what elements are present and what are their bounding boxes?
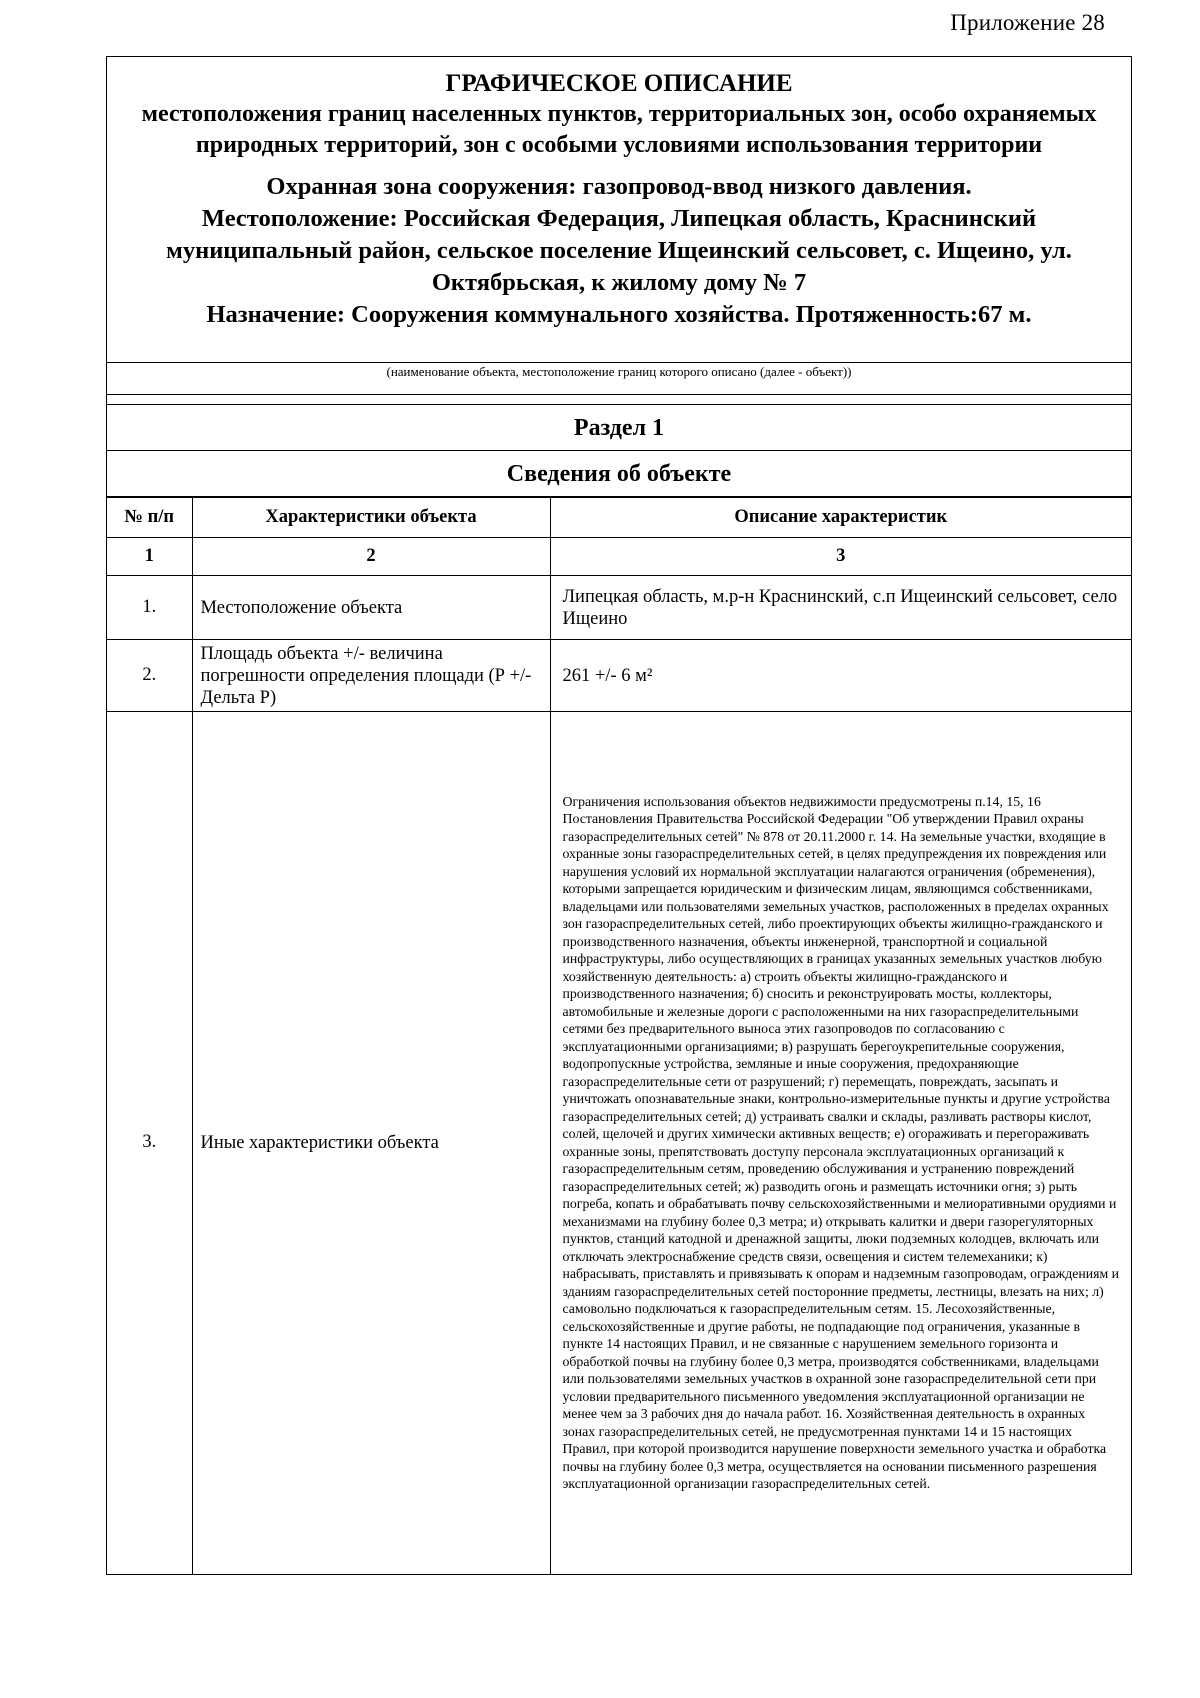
column-number-row xyxy=(107,538,1131,576)
column-header-description: Описание характеристик xyxy=(550,498,1131,538)
document-header xyxy=(107,57,1131,363)
object-info xyxy=(117,171,1121,331)
appendix-label: Приложение 28 xyxy=(950,10,1105,35)
section-subtitle: Сведения об объекте xyxy=(107,451,1131,497)
row-characteristic: Местоположение объекта xyxy=(192,576,550,640)
column-header-number: № п/п xyxy=(107,498,192,538)
column-number: 2 xyxy=(192,538,550,576)
row-description: 261 +/- 6 м² xyxy=(550,640,1131,712)
row-index: 3. xyxy=(107,712,192,1574)
document-title: ГРАФИЧЕСКОЕ ОПИСАНИЕ xyxy=(445,70,793,97)
column-number: 3 xyxy=(550,538,1131,576)
row-description: Ограничения использования объектов недвижимости предусмотрены п.14, 15, 16 Постановления Правительства Российской Федерации "Об утверждении Правил охраны газораспределительных сетей" № 878 от 20.11.2000 г. 14. На земельные участки, входящие в охранные зоны газораспределительных сетей, в целях предупреждения их повреждения или нарушения условий их нормальной эксплуатации налагаются ограничения (обременения), которыми запрещается юридическим и физическим лицам, являющимся собственниками, владельцами или пользователями земельных участков, расположенных в пределах охранных зон газораспределительных сетей, либо проектирующих объекты жилищно-гражданского и производственного назначения, объекты инженерной, транспортной и социальной инфраструктуры, либо осуществляющих в границах указанных земельных участков любую хозяйственную деятельность: а) строить объекты жилищно-гражданского и производственного назначения; б) сносить и реконструировать мосты, коллекторы, автомобильные и железные дороги с расположенными на них газораспределительными сетями без предварительного выноса этих газопроводов по согласованию с эксплуатационными организациями; в) разрушать берегоукрепительные сооружения, водопропускные устройства, земляные и иные сооружения, предохраняющие газораспределительные сети от разрушений; г) перемещать, повреждать, засыпать и уничтожать опознавательные знаки, контрольно-измерительные пункты и другие устройства газораспределительных сетей; д) устраивать свалки и склады, разливать растворы кислот, солей, щелочей и других химически активных веществ; е) огораживать и перегораживать охранные зоны, препятствовать доступу персонала эксплуатационных организаций к газораспределительным сетям, проведению обслуживания и устранению повреждений газораспределительных сетей; ж) разводить огонь и размещать источники огня; з) рыть погреба, копать и обрабатывать почву сельскохозяйственными и мелиоративными орудиями и механизмами на глубину более 0,3 метра; и) открывать калитки и двери газорегуляторных пунктов, станций катодной и дренажной защиты, люки подземных колодцев, включать или отключать электроснабжение средств связи, освещения и систем телемеханики; к) набрасывать, приставлять и привязывать к опорам и надземным газопроводам, ограждениям и зданиям газораспределительных сетей посторонние предметы, лестницы, влезать на них; л) самовольно подключаться к газораспределительным сетям. 15. Лесохозяйственные, сельскохозяйственные и другие работы, не подпадающие под ограничения, указанные в пункте 14 настоящих Правил, и не связанные с нарушением земельного горизонта и обработкой почвы на глубину более 0,3 метра, производятся собственниками, владельцами или пользователями земельных участков в охранной зоне газораспределительной сети при условии предварительного письменного уведомления эксплуатационной организации не менее чем за 3 рабочих дня до начала работ. 16. Хозяйственная деятельность в охранных зонах газораспределительных сетей, не предусмотренная пунктами 14 и 15 настоящих Правил, при которой производится нарушение поверхности земельного участка и обработка почвы на глубину более 0,3 метра, осуществляется на основании письменного разрешения эксплуатационной организации газораспределительных сетей. xyxy=(550,712,1131,1574)
row-description: Липецкая область, м.р-н Краснинский, с.п Ищеинский сельсовет, село Ищеино xyxy=(550,576,1131,640)
object-name: Охранная зона сооружения: газопровод-ввод низкого давления. xyxy=(266,173,972,200)
row-characteristic: Площадь объекта +/- величина погрешности определения площади (Р +/- Дельта Р) xyxy=(192,640,550,712)
row-index: 2. xyxy=(107,640,192,712)
table-row xyxy=(107,576,1131,640)
column-number: 1 xyxy=(107,538,192,576)
document-subtitle: местоположения границ населенных пунктов, территориальных зон, особо охраняемых природных территорий, зон с особыми условиями использования территории xyxy=(141,101,1097,158)
table-row xyxy=(107,640,1131,712)
object-location: Местоположение: Российская Федерация, Липецкая область, Краснинский муниципальный район, сельское поселение Ищеинский сельсовет, с. Ищеино, ул. Октябрьская, к жилому дому № 7 xyxy=(166,205,1072,296)
section-title: Раздел 1 xyxy=(107,405,1131,451)
column-header-characteristic: Характеристики объекта xyxy=(192,498,550,538)
object-purpose: Назначение: Сооружения коммунального хозяйства. Протяженность:67 м. xyxy=(206,301,1032,328)
document-frame xyxy=(106,56,1132,1575)
table-header-row xyxy=(107,498,1131,538)
object-caption: (наименование объекта, местоположение границ которого описано (далее - объект)) xyxy=(107,363,1131,395)
object-info-table xyxy=(107,497,1131,1574)
row-index: 1. xyxy=(107,576,192,640)
table-row xyxy=(107,712,1131,1574)
row-characteristic: Иные характеристики объекта xyxy=(192,712,550,1574)
spacer-row xyxy=(107,395,1131,405)
